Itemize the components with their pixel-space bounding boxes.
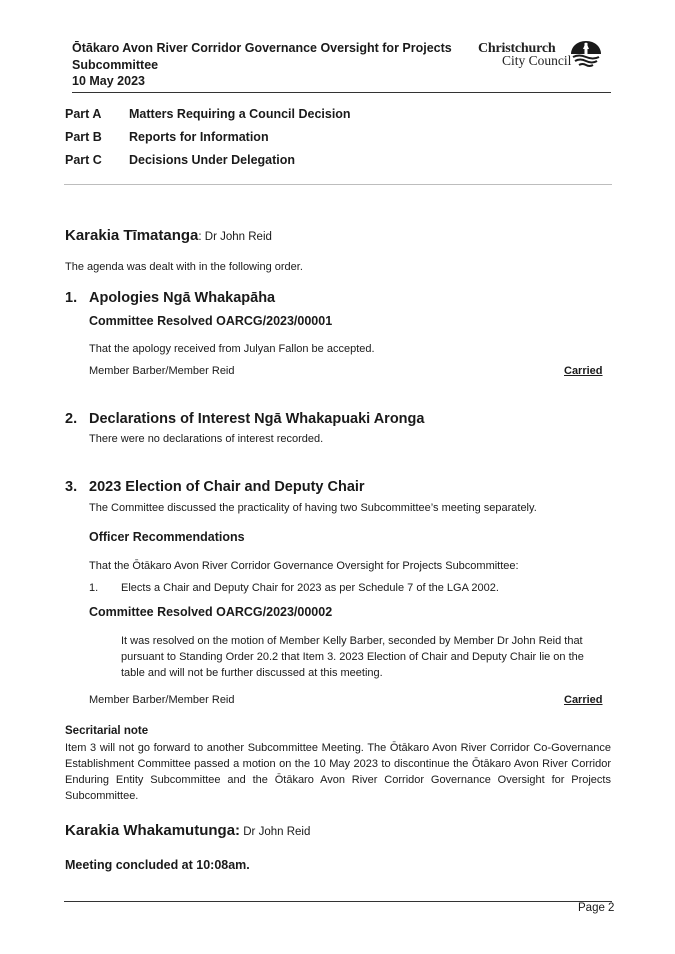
committee-name-line2: Subcommittee <box>72 57 159 72</box>
item-number: 1. <box>65 290 78 306</box>
cathedral-emblem-icon <box>570 40 602 68</box>
item-1-heading <box>65 290 275 306</box>
part-label: Matters Requiring a Council Decision <box>129 107 351 121</box>
document-header-title <box>72 40 472 90</box>
committee-name-line1: Ōtākaro Avon River Corridor Governance Oversight for Projects <box>72 41 452 55</box>
council-logo <box>478 40 602 74</box>
logo-text-line2: City Council <box>502 53 572 68</box>
meeting-date: 10 May 2023 <box>72 74 145 88</box>
item-1-movers: Member Barber/Member Reid <box>89 365 235 377</box>
part-c-row <box>65 153 295 167</box>
recommendation-text: Elects a Chair and Deputy Chair for 2023 as per Schedule 7 of the LGA 2002. <box>121 582 499 594</box>
part-code: Part A <box>65 107 102 121</box>
secretarial-note-heading: Secritarial note <box>65 725 149 737</box>
part-a-row <box>65 107 351 121</box>
logo-text-line1: Christchurch <box>478 41 556 56</box>
karakia-whakamutunga-heading <box>65 822 310 839</box>
officer-recommendations-heading: Officer Recommendations <box>89 530 245 544</box>
agenda-order-note: The agenda was dealt with in the following order. <box>65 261 303 273</box>
item-3-carried: Carried <box>564 694 603 706</box>
secretarial-note-text: Item 3 will not go forward to another Subcommittee Meeting. The Ōtākaro Avon River Corridor Co-Governance Establishment Committee passed a motion on the 10 May 2023 to discontinue the Ōtākaro Avon River Corridor Enduring Entity Subcommittee and the Ōtākaro Avon River Corridor Governance Oversight for Projects Subcommittee. <box>65 742 611 802</box>
item-number: 2. <box>65 411 78 427</box>
meeting-concluded: Meeting concluded at 10:08am. <box>65 858 250 872</box>
recommendation-number: 1. <box>89 582 99 594</box>
item-3-heading <box>65 479 365 495</box>
item-3-movers: Member Barber/Member Reid <box>89 694 235 706</box>
officer-recommendations-text: That the Ōtākaro Avon River Corridor Governance Oversight for Projects Subcommittee: <box>89 560 519 572</box>
page-number: Page 2 <box>578 902 615 914</box>
karakia-led-by: Dr John Reid <box>240 826 311 838</box>
item-title: Declarations of Interest Ngā Whakapuaki Aronga <box>89 411 425 427</box>
section-divider <box>64 184 612 185</box>
part-code: Part B <box>65 130 102 144</box>
item-2-heading <box>65 411 424 427</box>
part-label: Reports for Information <box>129 130 269 144</box>
item-1-resolution-text: That the apology received from Julyan Fallon be accepted. <box>89 343 375 355</box>
part-code: Part C <box>65 153 102 167</box>
item-title: 2023 Election of Chair and Deputy Chair <box>89 479 365 495</box>
item-2-text: There were no declarations of interest recorded. <box>89 433 324 445</box>
item-1-carried: Carried <box>564 365 603 377</box>
karakia-title: Karakia Whakamutunga: <box>65 822 241 839</box>
karakia-led-by: : Dr John Reid <box>198 231 272 243</box>
karakia-title: Karakia Tīmatanga <box>65 227 199 244</box>
item-3-resolution-text: It was resolved on the motion of Member Kelly Barber, seconded by Member Dr John Reid that pursuant to Standing Order 20.2 that Item 3. 2023 Election of Chair and Deputy Chair lie on the table and will not be further discussed at this meeting. <box>121 635 584 679</box>
item-3-resolution-heading: Committee Resolved OARCG/2023/00002 <box>89 605 333 619</box>
karakia-timatanga-heading <box>65 227 272 244</box>
footer-divider <box>64 901 612 902</box>
part-b-row <box>65 130 269 144</box>
item-3-intro: The Committee discussed the practicality of having two Subcommittee’s meeting separately. <box>89 502 537 514</box>
item-number: 3. <box>65 479 78 495</box>
part-label: Decisions Under Delegation <box>129 153 296 167</box>
item-title: Apologies Ngā Whakapāha <box>89 290 276 306</box>
header-divider <box>72 92 611 93</box>
item-1-resolution-heading: Committee Resolved OARCG/2023/00001 <box>89 314 333 328</box>
